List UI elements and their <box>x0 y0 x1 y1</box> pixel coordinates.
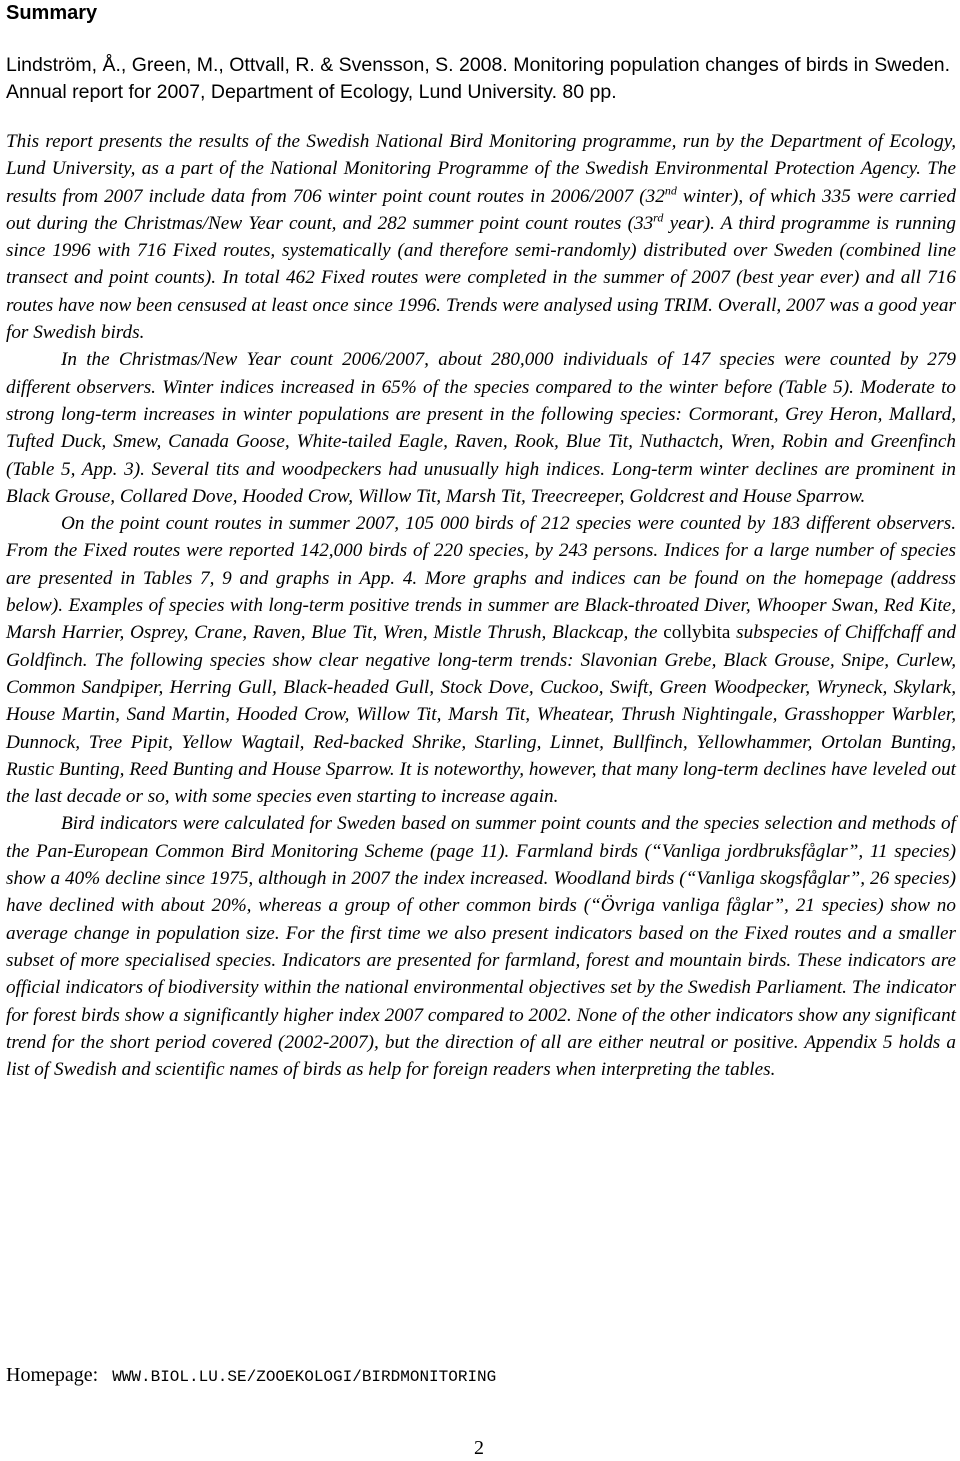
page-number: 2 <box>474 1437 484 1459</box>
p3-upright-term: collybita <box>663 622 731 644</box>
p1-superscript-rd: rd <box>653 210 664 225</box>
p3-text-a: On the point count routes in summer 2007, 105 000 birds of 212 species were counted by 183 different observers. From the Fixed routes were reported 142,000 birds of 220 species, by 243 persons. Indices for a large number of species are presented in Tables 7, 9 and graphs in App. 4. More graphs and indices can be found on the homepage (address below). Examples of species with long-term positive trends in summer are Black-throated Diver, Whooper Swan, Red Kite, Marsh Harrier, Osprey, Crane, Raven, Blue Tit, Wren, Mistle Thrush, Blackcap, the <box>6 513 956 644</box>
citation: Lindström, Å., Green, M., Ottvall, R. & Svensson, S. 2008. Monitoring population changes of birds in Sweden. Annual report for 2007, Department of Ecology, Lund University. 80 pp. <box>6 54 951 103</box>
summary-paragraph-3 <box>6 510 956 810</box>
page-heading: Summary <box>6 2 98 24</box>
p1-superscript-nd: nd <box>664 183 677 198</box>
homepage-label: Homepage: <box>6 1364 99 1386</box>
summary-paragraph-1 <box>6 128 956 346</box>
p1-text-b: winter), of which 335 were carried out during the Christmas/New Year count, and 282 summer point count routes (33 <box>6 185 956 234</box>
p1-text-c: year). A third programme is running since 1996 with 716 Fixed routes, systematically (and therefore semi-randomly) distributed over Sweden (combined line transect and point counts). In total 462 Fixed routes were completed in the summer of 2007 (best year ever) and all 716 routes have now been censused at least once since 1996. Trends were analysed using TRIM. Overall, 2007 was a good year for Swedish birds. <box>6 212 956 344</box>
homepage-link[interactable]: WWW.BIOL.LU.SE/ZOOEKOLOGI/BIRDMONITORING <box>112 1368 497 1386</box>
p1-text-a: This report presents the results of the Swedish National Bird Monitoring programme, run by the Department of Ecology, Lund University, as a part of the National Monitoring Programme of the Swedish Environmental Protection Agency. The results from 2007 include data from 706 winter point count routes in 2006/2007 (32 <box>6 131 956 207</box>
document-page <box>6 0 956 1459</box>
summary-paragraph-4: Bird indicators were calculated for Sweden based on summer point counts and the species selection and methods of the Pan-European Common Bird Monitoring Scheme (page 11). Farmland birds (“Vanliga jordbruksfåglar”, 11 species) show a 40% decline since 1975, although in 2007 the index increased. Woodland birds (“Vanliga skogsfåglar”, 26 species) have declined with about 20%, whereas a group of other common birds (“Övriga vanliga fåglar”, 21 species) show no average change in population size. For the first time we also present indicators based on the Fixed routes and a smaller subset of more specialised species. Indicators are presented for farmland, forest and mountain birds. These indicators are official indicators of biodiversity within the national environmental objectives set by the Swedish Parliament. The indicator for forest birds show a significantly higher index 2007 compared to 2002. None of the other indicators show any significant trend for the short period covered (2002-2007), but the direction of all are either neutral or positive. Appendix 5 holds a list of Swedish and scientific names of birds as help for foreign readers when interpreting the tables. <box>6 813 956 1081</box>
p3-text-b: subspecies of Chiffchaff and Goldfinch. The following species show clear negative long-term trends: Slavonian Grebe, Black Grouse, Snipe, Curlew, Common Sandpiper, Herring Gull, Black-headed Gull, Stock Dove, Cuckoo, Swift, Green Woodpecker, Wryneck, Skylark, House Martin, Sand Martin, Hooded Crow, Willow Tit, Marsh Tit, Wheatear, Thrush Nightingale, Grasshopper Warbler, Dunnock, Tree Pipit, Yellow Wagtail, Red-backed Shrike, Starling, Linnet, Bullfinch, Yellowhammer, Ortolan Bunting, Rustic Bunting, Reed Bunting and House Sparrow. It is noteworthy, however, that many long-term declines have leveled out the last decade or so, with some species even starting to increase again. <box>6 622 956 808</box>
summary-paragraph-2: In the Christmas/New Year count 2006/2007, about 280,000 individuals of 147 species were counted by 279 different observers. Winter indices increased in 65% of the species compared to the winter before (Table 5). Moderate to strong long-term increases in winter populations are present in the following species: Cormorant, Grey Heron, Mallard, Tufted Duck, Smew, Canada Goose, White-tailed Eagle, Raven, Rook, Blue Tit, Nuthactch, Wren, Robin and Greenfinch (Table 5, App. 3). Several tits and woodpeckers had unusually high indices. Long-term winter declines are prominent in Black Grouse, Collared Dove, Hooded Crow, Willow Tit, Marsh Tit, Treecreeper, Goldcrest and House Sparrow. <box>6 349 956 507</box>
homepage-line <box>6 1362 496 1390</box>
